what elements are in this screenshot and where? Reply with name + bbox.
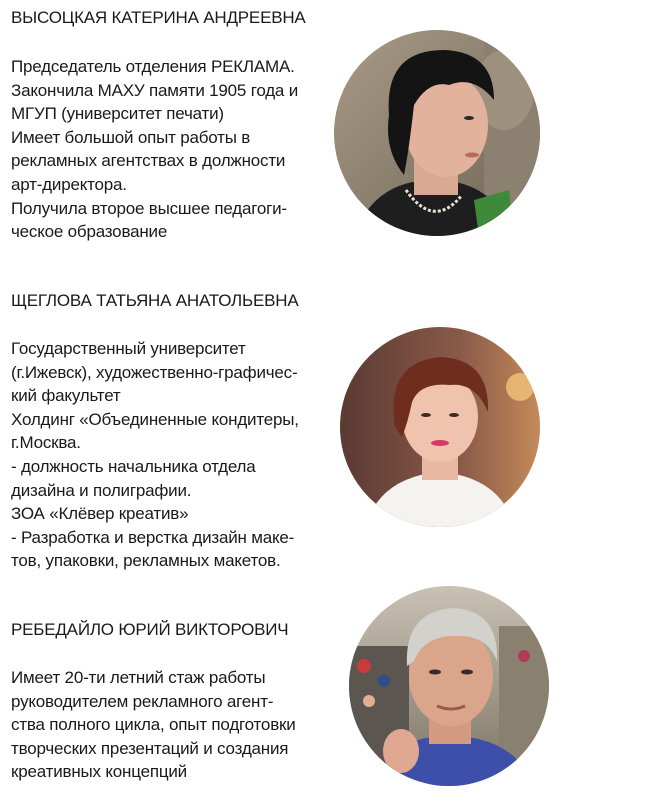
bio-line: - Разработка и верстка дизайн маке- (11, 527, 295, 547)
bio-line: - должность начальника отдела (11, 456, 256, 476)
bio-line: ческое образование (11, 222, 168, 242)
bio-line: руководителем рекламного агент- (11, 691, 274, 711)
bio-line: арт-директора. (11, 174, 127, 194)
bio-line: Имеет 20-ти летний стаж работы (11, 668, 266, 687)
bio-line: Председатель отделения РЕКЛАМА. (11, 57, 295, 76)
person-name: РЕБЕДАЙЛО ЮРИЙ ВИКТОРОВИЧ (11, 620, 289, 639)
bio-line: творческих презентаций и создания (11, 738, 289, 758)
person-name: ВЫСОЦКАЯ КАТЕРИНА АНДРЕЕВНА (11, 8, 306, 27)
bio-line: тов, упаковки, рекламных макетов. (11, 551, 281, 571)
bio-line: Закончила МАХУ памяти 1905 года и (11, 80, 299, 100)
person-photo (349, 586, 549, 786)
person-bio (11, 666, 296, 784)
bio-line: кий факультет (11, 386, 121, 406)
bio-line: креативных концепций (11, 762, 187, 782)
bio-line: ства полного цикла, опыт подготовки (11, 715, 296, 735)
bio-line: Имеет большой опыт работы в (11, 127, 251, 147)
bio-line: рекламных агентствах в должности (11, 151, 286, 171)
bio-line: дизайна и полиграфии. (11, 480, 192, 500)
bio-line: Получила второе высшее педагоги- (11, 198, 287, 218)
bio-line: Холдинг «Объединенные кондитеры, (11, 409, 299, 429)
bio-line: Государственный университет (11, 339, 246, 358)
bio-line: г.Москва. (11, 433, 81, 453)
bio-line: ЗОА «Клёвер креатив» (11, 504, 189, 524)
person-name: ЩЕГЛОВА ТАТЬЯНА АНАТОЛЬЕВНА (11, 291, 299, 310)
bio-line: МГУП (университет печати) (11, 104, 224, 124)
bio-line: (г.Ижевск), художественно-графичес- (11, 362, 298, 382)
